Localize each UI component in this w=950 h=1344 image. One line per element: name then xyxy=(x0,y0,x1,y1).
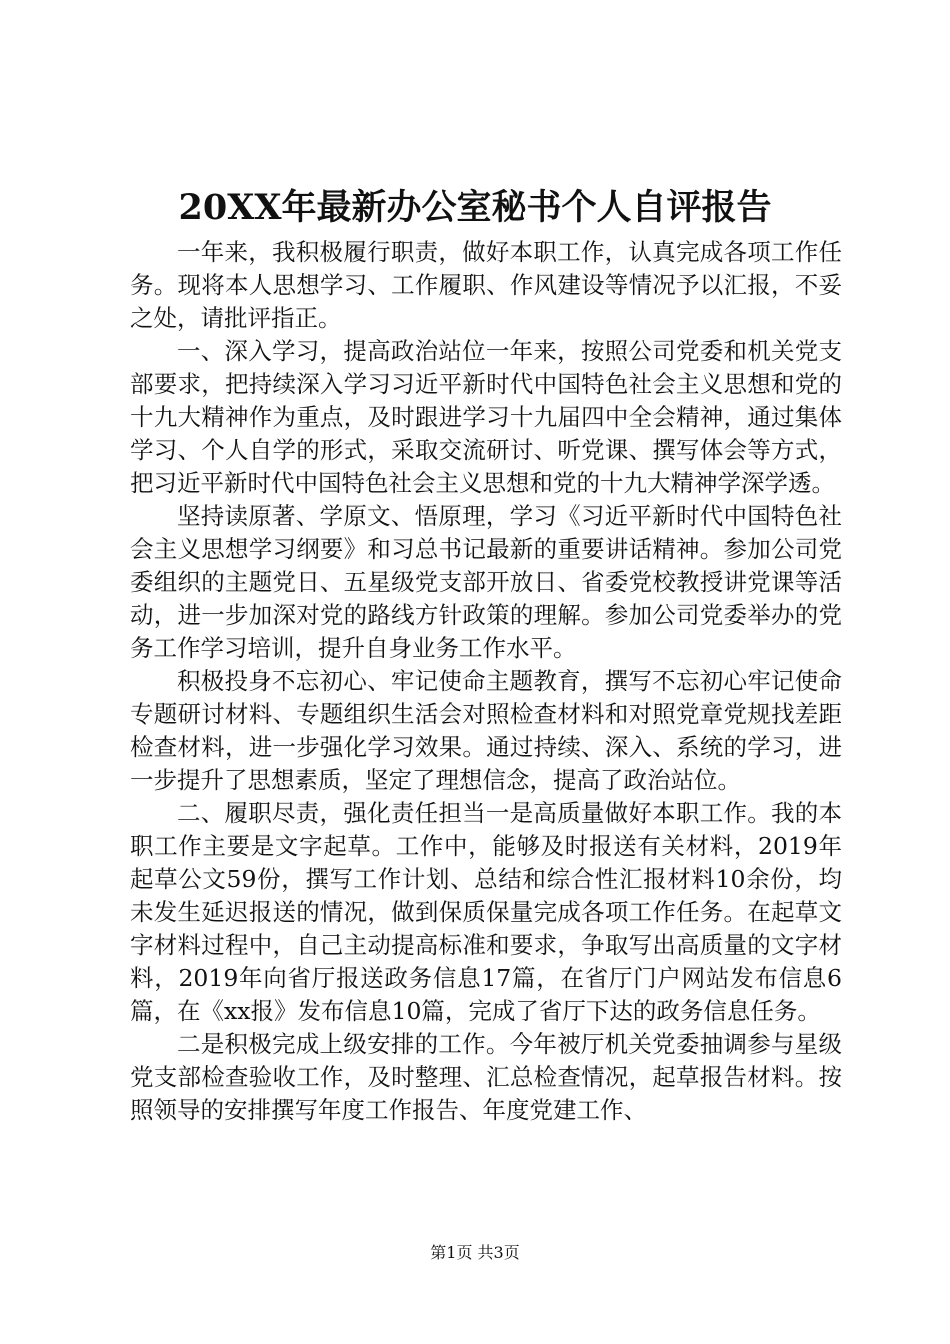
paragraph-education: 积极投身不忘初心、牢记使命主题教育，撰写不忘初心牢记使命专题研讨材料、专题组织生活会对照检查材料和对照党章党规找差距检查材料，进一步强化学习效果。通过持续、深入、系统的学习，进一步提升了思想素质，坚定了理想信念，提高了政治站位。 xyxy=(130,667,842,794)
paragraph-reading: 坚持读原著、学原文、悟原理，学习《习近平新时代中国特色社会主义思想学习纲要》和习总书记最新的重要讲话精神。参加公司党委组织的主题党日、五星级党支部开放日、省委党校教授讲党课等活动，进一步加深对党的路线方针政策的理解。参加公司党委举办的党务工作学习培训，提升自身业务工作水平。 xyxy=(130,502,842,662)
paragraph-intro: 一年来，我积极履行职责，做好本职工作，认真完成各项工作任务。现将本人思想学习、工作履职、作风建设等情况予以汇报，不妥之处，请批评指正。 xyxy=(130,238,842,332)
page-number-footer: 第1页 共3页 xyxy=(430,1243,520,1262)
document-body xyxy=(130,236,842,1127)
paragraph-study: 一、深入学习，提高政治站位一年来，按照公司党委和机关党支部要求，把持续深入学习习近平新时代中国特色社会主义思想和党的十九大精神作为重点，及时跟进学习十九届四中全会精神，通过集体学习、个人自学的形式，采取交流研讨、听党课、撰写体会等方式，把习近平新时代中国特色社会主义思想和党的十九大精神学深学透。 xyxy=(130,337,842,497)
paragraph-duties: 二、履职尽责，强化责任担当一是高质量做好本职工作。我的本职工作主要是文字起草。工作中，能够及时报送有关材料，2019年起草公文59份，撰写工作计划、总结和综合性汇报材料10余份，均未发生延迟报送的情况，做到保质保量完成各项工作任务。在起草文字材料过程中，自己主动提高标准和要求，争取写出高质量的文字材料，2019年向省厅报送政务信息17篇，在省厅门户网站发布信息6篇，在《xx报》发布信息10篇，完成了省厅下达的政务信息任务。 xyxy=(130,799,842,1025)
paragraph-assignments: 二是积极完成上级安排的工作。今年被厅机关党委抽调参与星级党支部检查验收工作，及时整理、汇总检查情况，起草报告材料。按照领导的安排撰写年度工作报告、年度党建工作、 xyxy=(130,1030,842,1124)
document-title: 20XX年最新办公室秘书个人自评报告 xyxy=(178,187,772,228)
